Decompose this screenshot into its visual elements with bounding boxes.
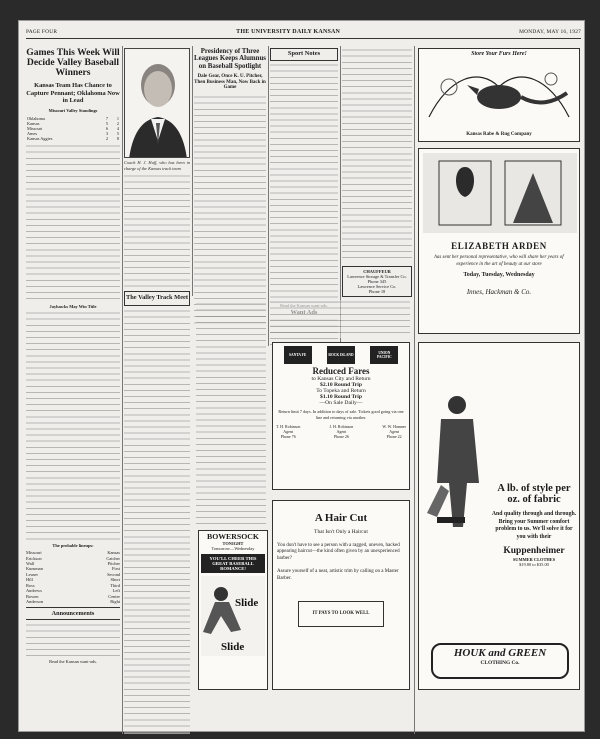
fares-line: To Topeka and Return	[316, 388, 366, 395]
fares-line: $1.10 Round Trip	[320, 394, 362, 401]
arden-brand: ELIZABETH ARDEN	[451, 241, 547, 251]
coach-caption: Coach H. J. Huff, who has been in charge of the Kansas track team	[124, 160, 190, 172]
agent-role: Agent	[389, 428, 400, 434]
fares-agent	[329, 424, 353, 439]
agent-name: T. H. Robinson	[276, 423, 301, 429]
column-gear-continued	[196, 302, 266, 524]
style-brand: Kuppenheimer	[503, 546, 565, 557]
railroad-logo: SANTA FE	[284, 346, 312, 364]
haircut-body: You don't have to see a person with a ragged, uneven, hacked appearing haircut—the kind often given by an unexperienced barber?	[277, 542, 400, 562]
bowersock-ad	[198, 530, 268, 690]
issue-date: MONDAY, MAY 16, 1927	[519, 28, 581, 35]
railroad-logos	[276, 346, 406, 364]
want-ads-strip	[270, 300, 410, 338]
lineup-right: Short	[110, 577, 120, 583]
lineup-right: Right	[110, 598, 120, 604]
standings-cell-team: Ames	[27, 131, 38, 137]
arden-store: Innes, Hackman & Co.	[466, 288, 532, 297]
lineup-left: Andrews	[26, 588, 42, 594]
slide-text: Slide	[221, 641, 245, 654]
agent-role: Agent	[336, 428, 347, 434]
lineup-right: Left	[112, 588, 120, 594]
fares-agent	[382, 424, 406, 439]
standings-cell-l: 1	[116, 116, 119, 122]
arden-body: has sent her personal representative, who will share her years of experience in the art of beauty at our store	[434, 255, 564, 267]
directory-line: Phone 18	[368, 289, 386, 294]
fares-agents	[276, 424, 406, 439]
furs-store-name: Kansas Rabe & Rug Company	[466, 132, 532, 137]
column-baseball	[26, 48, 120, 734]
lineup-left: Bowen	[26, 593, 39, 599]
fares-ad	[272, 342, 410, 490]
paper-title: THE UNIVERSITY DAILY KANSAN	[236, 28, 341, 35]
fares-agent	[276, 424, 300, 439]
bowersock-name: BOWERSOCK	[207, 532, 259, 541]
agent-phone: Phone 22	[386, 433, 402, 439]
article-text	[196, 302, 266, 524]
fares-title: Reduced Fares	[312, 366, 370, 376]
standings-cell-team: Oklahoma	[27, 116, 45, 122]
lineup-right: Pitcher	[107, 561, 120, 567]
fares-note: Return limit 7 days. In addition to days of sale. Tickets good going via one line and returning via another.	[278, 409, 404, 421]
lineup-left: Wall	[26, 561, 35, 567]
agent-phone: Phone 76	[280, 433, 296, 439]
standings-cell-l: 5	[116, 131, 119, 137]
furs-ad-title: Store Your Furs Here!	[471, 51, 527, 57]
standings-cell-l: 8	[116, 136, 119, 142]
announcements-text	[26, 623, 120, 659]
haircut-ad	[272, 500, 410, 690]
lineup-left: Ross	[26, 582, 35, 588]
baseball-headline: Games This Week Will Decide Valley Baseball Winners	[26, 48, 120, 79]
furs-ad	[418, 48, 580, 142]
houk-green-logo	[431, 643, 569, 679]
lineup-right: Third	[110, 582, 120, 588]
lineup-left: Leuser	[26, 571, 38, 577]
article-text	[124, 174, 190, 288]
article-text	[26, 311, 120, 541]
standings-cell-team: Missouri	[27, 126, 43, 132]
kuppenheimer-ad	[418, 342, 580, 690]
railroad-logo: UNION PACIFIC	[370, 346, 398, 364]
gentleman-illustration	[427, 387, 497, 537]
lineup-title: The probable lineups:	[52, 543, 94, 549]
standings-cell-w: 7	[105, 116, 109, 122]
arden-ad	[418, 148, 580, 334]
directory-line: Lawrence Storage & Transfer Co.	[347, 274, 407, 279]
agent-phone: Phone 26	[333, 433, 349, 439]
page-label: PAGE FOUR	[26, 28, 58, 35]
lineup-left: Anderson	[26, 598, 44, 604]
style-price: $19.80 to $35.00	[519, 562, 549, 568]
haircut-sign: IT PAYS TO LOOK WELL	[298, 601, 384, 627]
want-ads-text	[270, 300, 410, 338]
store2-sub: CLOTHING Co.	[480, 659, 520, 666]
arden-date: Today, Tuesday, Wednesday	[463, 272, 535, 279]
bowersock-tag: YOU'LL CHEER THIS GREAT BASEBALL ROMANCE!	[201, 554, 265, 573]
article-text	[26, 144, 120, 302]
directory-line: Lawrence Service Co.	[357, 284, 397, 289]
standings-title: Missouri Valley Standings	[48, 108, 98, 114]
standings-cell-w: 3	[105, 131, 109, 137]
column-rule	[192, 46, 193, 296]
arden-illustration	[423, 153, 577, 233]
standings-cell-l: 2	[116, 121, 119, 127]
agent-role: Agent	[283, 428, 294, 434]
directory-lines	[345, 274, 409, 294]
haircut-body-2: Assure yourself of a neat, artistic trim by calling on a Master Barber.	[277, 568, 399, 581]
style-title: A lb. of style per oz. of fabric	[497, 483, 571, 506]
lineup-right: Second	[107, 571, 120, 577]
bowersock-days: TONIGHT	[222, 541, 244, 547]
haircut-title: A Hair Cut	[314, 512, 368, 524]
directory-box	[342, 266, 412, 297]
agent-name: J. H. Robinson	[329, 423, 354, 429]
style-sub: SUMMER CLOTHES	[512, 557, 556, 563]
column-rule	[122, 46, 123, 734]
baseball-player-illustration	[201, 576, 265, 656]
railroad-logo: ROCK ISLAND	[327, 346, 355, 364]
lineup-right: First	[111, 566, 120, 572]
gear-subhead: Dale Gear, Once K. U. Pitcher, Then Business Man, Now Back in Game	[194, 73, 266, 91]
standings-cell-team: Kansas Aggies	[27, 136, 53, 142]
store2-name: HOUK and GREEN	[453, 647, 547, 659]
bowersock-sub: Tomorrow—Wednesday	[211, 546, 255, 552]
agent-name: W. W. Hamner	[382, 423, 406, 429]
lineup-right: Kansas	[107, 550, 120, 556]
lineup-list	[26, 550, 120, 604]
want-ads-note: Read the Kansan want-ads.	[49, 659, 97, 665]
standings-cell-w: 6	[105, 126, 109, 132]
column-rule	[414, 46, 415, 734]
standings-row	[26, 136, 120, 141]
standings-cell-l: 4	[116, 126, 119, 132]
article-text	[194, 95, 266, 325]
fares-line: —On Sale Daily—	[319, 400, 363, 407]
section-heading: Jayhawks May Win Title	[49, 304, 97, 310]
coach-photo	[124, 48, 190, 158]
fox-illustration	[419, 57, 579, 127]
standings-cell-w: 5	[105, 121, 109, 127]
haircut-sub: That Isn't Only a Haircut	[314, 528, 368, 535]
announcements-title: Announcements	[26, 607, 120, 620]
column-coach	[124, 48, 190, 734]
fares-line: to Kansas City and Return	[311, 376, 371, 383]
baseball-subhead: Kansas Team Has Chance to Capture Pennant; Oklahoma Now in Lead	[26, 82, 120, 104]
lineup-left: Missouri	[26, 550, 42, 556]
standings-cell-w: 2	[105, 136, 109, 142]
article-text	[124, 309, 190, 734]
classified-ads	[342, 48, 412, 263]
lineup-right: Center	[108, 593, 120, 599]
standings-cell-team: Kansas	[27, 121, 40, 127]
gear-headline: Presidency of Three Leagues Keeps Alumnus on Baseball Spotlight	[194, 48, 266, 70]
slide-text: Slide	[235, 597, 259, 610]
directory-line: Phone 345	[367, 279, 387, 284]
lineup-left: Hill	[26, 577, 33, 583]
directory-title: CHAUFFEUR	[363, 269, 391, 274]
fares-line: $2.10 Round Trip	[320, 382, 362, 389]
lineup-left: Erickson	[26, 555, 42, 561]
masthead	[26, 25, 581, 39]
fares-lines	[276, 376, 406, 406]
coach-portrait-image	[125, 49, 190, 158]
valley-track-title: The Valley Track Meet	[124, 291, 190, 306]
sport-notes-title: Sport Notes	[270, 48, 338, 61]
standings-table	[26, 116, 120, 141]
lineup-right: Catcher	[106, 555, 120, 561]
style-body: And quality through and through. Bring your Summer comfort problem to us. We'll solve it for you with their	[491, 511, 577, 540]
article-text	[270, 63, 338, 303]
column-rule	[268, 46, 269, 346]
lineup-row	[26, 599, 120, 604]
lineup-left: Kunsman	[26, 566, 43, 572]
